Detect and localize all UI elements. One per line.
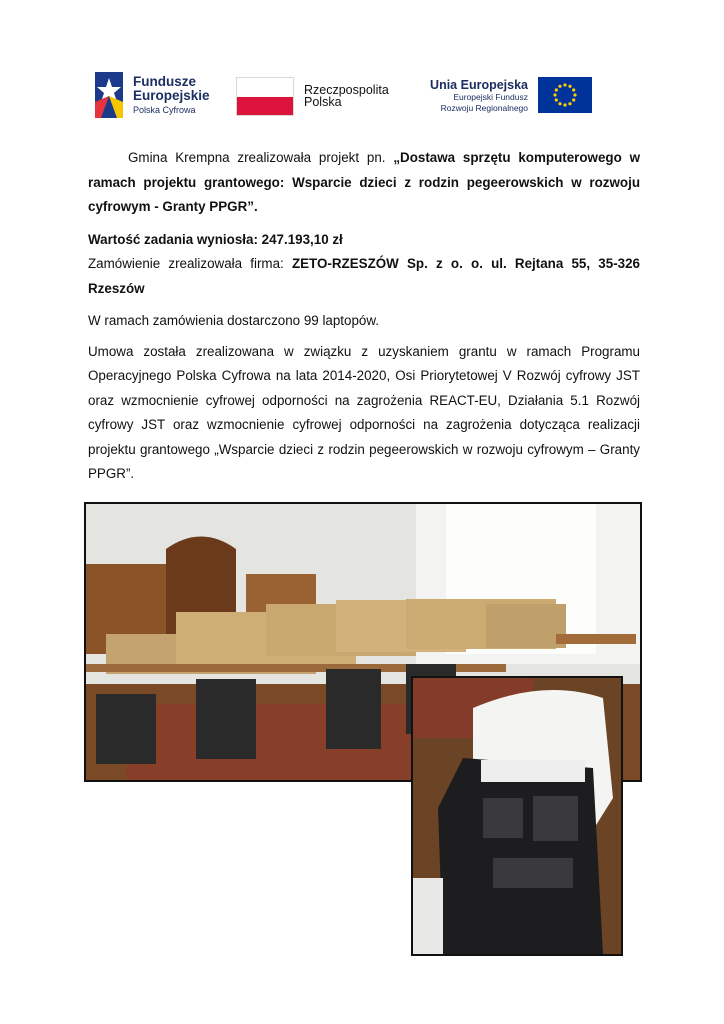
intro-text: Gmina Krempna zrealizowała projekt pn. bbox=[128, 150, 394, 165]
contractor-label: Zamówienie zrealizowała firma: bbox=[88, 256, 292, 271]
fe-line-3: Polska Cyfrowa bbox=[133, 105, 196, 115]
contractor-name: ZETO-RZESZÓW Sp. z o. o. ul. Rejtana 55, 35-326 Rzeszów bbox=[88, 256, 640, 296]
task-value: Wartość zadania wyniosła: 247.193,10 zł bbox=[88, 231, 343, 247]
laptop-photo bbox=[411, 676, 623, 956]
rp-line-2: Polska bbox=[304, 95, 342, 109]
polish-flag-icon bbox=[236, 77, 294, 116]
ue-line-3: Rozwoju Regionalnego bbox=[440, 103, 528, 113]
contract-paragraph: Umowa została zrealizowana w związku z uzyskaniem grantu w ramach Programu Operacyjnego Polska Cyfrowa na lata 2014-2020, Osi Priorytetowej V Rozwój cyfrowy JST oraz wzmocnienie cyfrowej odporności na zagrożenia REACT-EU, Działania 5.1 Rozwój cyfrowy JST oraz wzmocnienie cyfrowej odporności na zagrożenia dotycząca realizacji projektu grantowego „Wsparcie dzieci z rodzin pegeerowskich w rozwoju cyfrowym – Granty PPGR”. bbox=[88, 343, 640, 481]
project-title: „Dostawa sprzętu komputerowego w ramach projektu grantowego: Wsparcie dzieci z rodzin pegeerowskich w rozwoju cyfrowym - Granty PPGR”. bbox=[88, 150, 640, 214]
fe-line-1: Fundusze bbox=[133, 74, 196, 89]
fe-line-2: Europejskie bbox=[133, 88, 210, 103]
unia-europejska-logo bbox=[420, 68, 600, 122]
fundusze-europejskie-star-icon bbox=[95, 72, 123, 118]
ue-line-2: Europejski Fundusz bbox=[453, 92, 528, 102]
rp-line-1: Rzeczpospolita bbox=[304, 83, 389, 97]
delivery-paragraph: W ramach zamówienia dostarczono 99 laptopów. bbox=[88, 313, 380, 328]
fundusze-europejskie-logo bbox=[95, 68, 215, 122]
rzeczpospolita-polska-logo bbox=[236, 68, 406, 122]
document-body bbox=[88, 146, 640, 487]
ue-line-1: Unia Europejska bbox=[430, 78, 528, 92]
contractor-paragraph bbox=[88, 252, 640, 301]
logo-bar bbox=[0, 68, 724, 122]
intro-paragraph bbox=[88, 146, 640, 220]
eu-flag-icon bbox=[538, 77, 592, 113]
